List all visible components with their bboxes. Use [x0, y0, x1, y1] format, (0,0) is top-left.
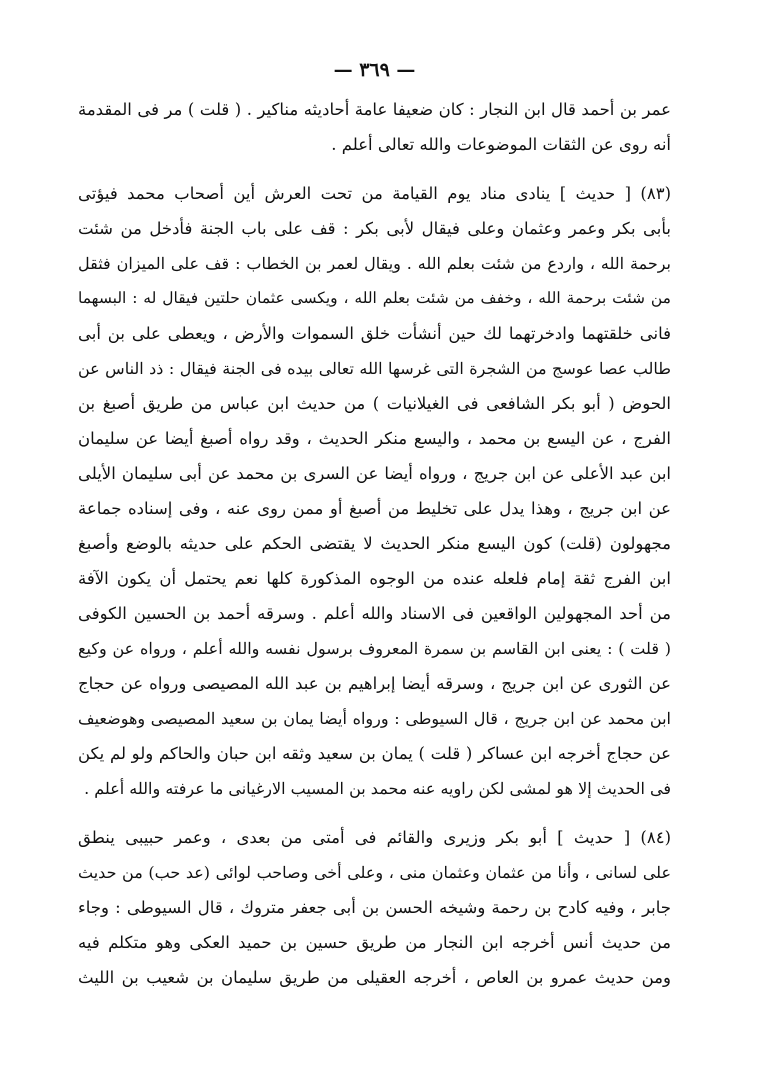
paragraph-hadith-84 — [78, 820, 671, 995]
text-line: ابن الفرج ثقة إمام فلعله عنده من الوجوه المذكورة كلها نعم يحتمل أن يكون الآفة — [78, 569, 671, 588]
text-line: (٨٣) [ حديث ] ينادى مناد يوم القيامة من تحت العرش أين أصحاب محمد فيؤتى — [78, 184, 671, 203]
text-line: أنه روى عن الثقات الموضوعات والله تعالى أعلم . — [331, 135, 671, 154]
text-line: ( قلت ) : يعنى ابن القاسم بن سمرة المعروف برسول نفسه والله أعلم ، ورواه عن وكيع — [78, 639, 671, 658]
text-line: طالب عصا عوسج من الشجرة التى غرسها الله تعالى بيده فى الجنة فيقال : ذد الناس عن — [78, 359, 671, 378]
text-line: عن ابن جريج ، وهذا يدل على تخليط من أصبغ أو ممن روى عنه ، وفى إسناده جماعة — [78, 499, 671, 518]
text-line: ابن محمد عن ابن جريج ، قال السيوطى : ورواه أيضا يمان بن سعيد المصيصى وهوضعيف — [78, 709, 671, 728]
text-line: الفرج ، عن اليسع بن محمد ، واليسع منكر الحديث ، وقد رواه أصبغ أيضا عن سليمان — [78, 429, 671, 448]
text-line: (٨٤) [ حديث ] أبو بكر وزيرى والقائم فى أمتى من بعدى ، وعمر حبيبى ينطق — [78, 828, 671, 847]
text-line: عمر بن أحمد قال ابن النجار : كان ضعيفا عامة أحاديثه مناكير . ( قلت ) مر فى المقدمة — [78, 100, 671, 119]
text-line: عن الثورى عن ابن جريج ، وسرقه أيضا إبراهيم بن عبد الله المصيصى ورواه عن حجاج — [78, 674, 671, 693]
text-line: ومن حديث عمرو بن العاص ، أخرجه العقيلى من طريق سليمان بن شعيب بن الليث — [78, 968, 671, 987]
text-line: برحمة الله ، واردع من شئت بعلم الله . ويقال لعمر بن الخطاب : قف على الميزان فثقل — [78, 254, 671, 273]
text-line: عن حجاج أخرجه ابن عساكر ( قلت ) يمان بن سعيد وثقه ابن حبان والحاكم ولو لم يكن — [78, 744, 671, 763]
text-line: فانى خلقتهما وادخرتهما لك حين أنشأت خلق السموات والأرض ، ويعطى على بن أبى — [78, 324, 671, 343]
text-line: فى الحديث إلا هو لمشى لكن راويه عنه محمد بن المسيب الارغيانى ما عرفته والله أعلم . — [84, 779, 671, 798]
text-line: جابر ، وفيه كادح بن رحمة وشيخه الحسن بن أبى جعفر متروك ، قال السيوطى : وجاء — [78, 898, 671, 917]
text-line: من أحد المجهولين الواقعين فى الاسناد والله أعلم . وسرقه أحمد بن الحسين الكوفى — [78, 604, 671, 623]
text-line: على لسانى ، وأنا من عثمان وعثمان منى ، وعلى أخى وصاحب لوائى (عد حب) من حديث — [78, 863, 671, 882]
text-line: الحوض ( أبو بكر الشافعى فى الغيلانيات ) من حديث ابن عباس من طريق أصبغ بن — [78, 394, 671, 413]
paragraph-intro — [78, 92, 671, 162]
paragraph-hadith-83 — [78, 176, 671, 806]
text-line: مجهولون (قلت) كون اليسع منكر الحديث لا يقتضى الحكم على حديثه بالوضع وأصبغ — [78, 534, 671, 553]
page-number: — ٣٦٩ — — [333, 59, 416, 81]
text-line: من حديث أنس أخرجه ابن النجار من طريق حسين بن حميد العكى وهو متكلم فيه — [78, 933, 671, 952]
text-line: من شئت برحمة الله ، وخفف من شئت بعلم الله ، ويكسى عثمان حلتين فيقال له : البسهما — [78, 289, 671, 307]
text-line: ابن عبد الأعلى عن ابن جريج ، ورواه أيضا عن السرى بن محمد عن أبى سليمان الأيلى — [78, 464, 671, 483]
text-line: بأبى بكر وعمر وعثمان وعلى فيقال لأبى بكر : قف على باب الجنة فأدخل من شئت — [78, 219, 671, 238]
